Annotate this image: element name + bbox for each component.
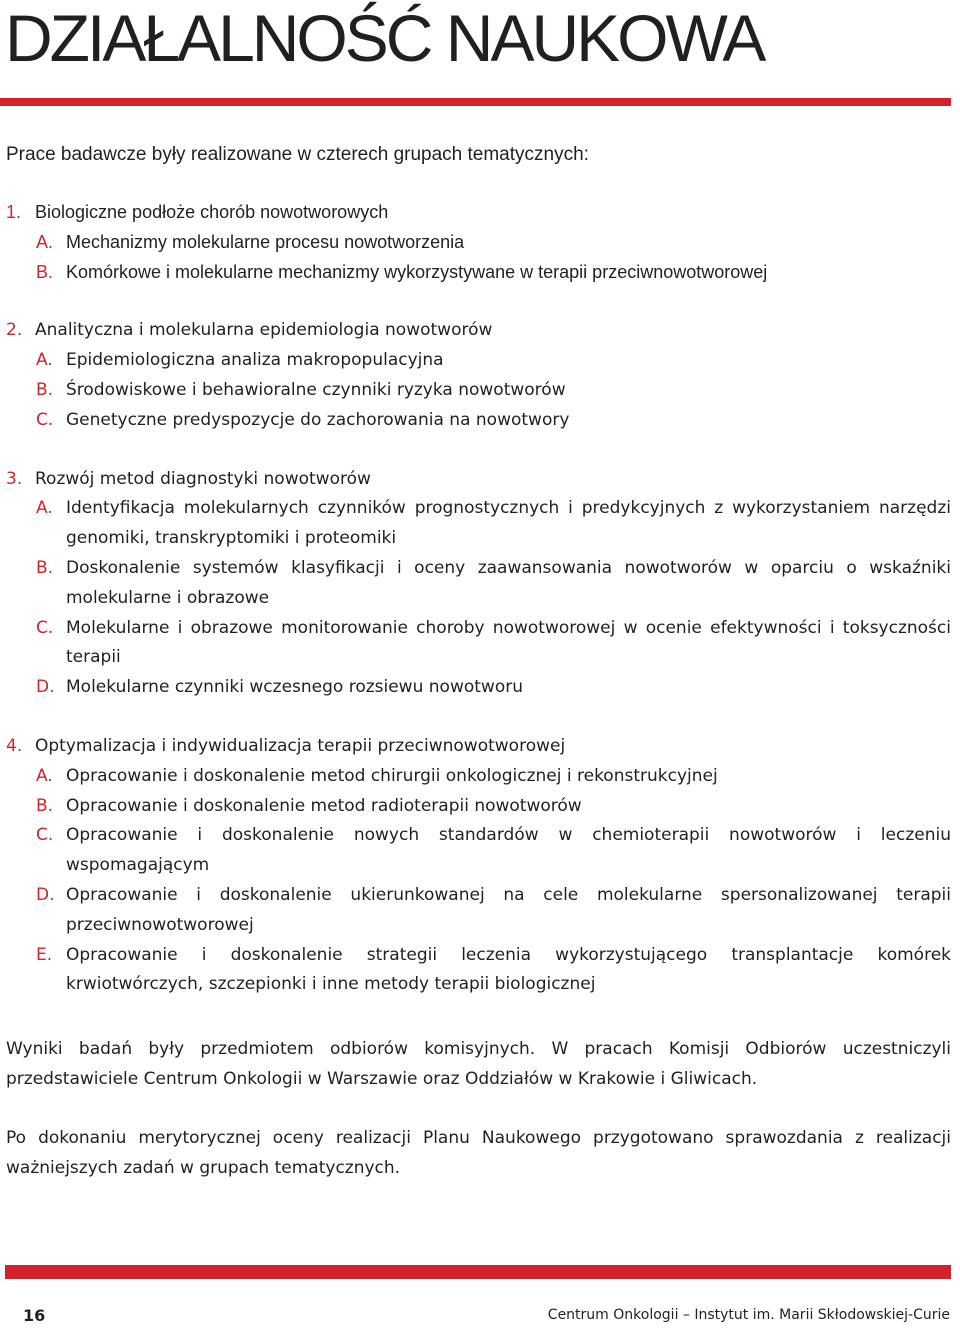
- item-letter: B.: [36, 261, 54, 282]
- results-paragraph: Wyniki badań były przedmiotem odbiorów komisyjnych. W pracach Komisji Odbiorów uczestniczyli przedstawiciele Centrum Onkologii w Warszawie oraz Oddziałów w Krakowie i Gliwicach.: [6, 1039, 951, 1089]
- reports-paragraph: Po dokonaniu merytorycznej oceny realizacji Planu Naukowego przygotowano sprawozdania z realizacji ważniejszych zadań w grupach tematycznych.: [6, 1128, 951, 1178]
- item-text: Opracowanie i doskonalenie metod chirurgii onkologicznej i rekonstrukcyjnej: [66, 765, 718, 786]
- page-title: DZIAŁALNOŚĆ NAUKOWA: [5, 1, 764, 75]
- list-item: [6, 881, 951, 941]
- item-letter: B.: [36, 795, 54, 816]
- group-number: 3.: [6, 468, 23, 489]
- item-text: Opracowanie i doskonalenie nowych standardów w chemioterapii nowotworów i leczeniu wspomagającym: [66, 825, 951, 876]
- list-item: [6, 228, 951, 258]
- item-letter: B.: [36, 557, 54, 578]
- group-heading-text: Optymalizacja i indywidualizacja terapii przeciwnowotworowej: [35, 735, 566, 756]
- group-heading: [6, 198, 951, 228]
- list-item: [6, 406, 951, 436]
- list-item: [6, 346, 951, 376]
- group-number: 4.: [6, 735, 23, 756]
- group-number: 1.: [6, 202, 22, 222]
- item-letter: D.: [36, 884, 55, 905]
- item-letter: A.: [36, 231, 54, 252]
- intro-text: Prace badawcze były realizowane w czterech grupach tematycznych:: [6, 144, 589, 165]
- item-text: Genetyczne predyspozycje do zachorowania na nowotwory: [66, 409, 570, 430]
- item-text: Opracowanie i doskonalenie metod radioterapii nowotworów: [66, 795, 582, 816]
- title-rule: [0, 98, 951, 106]
- group-heading: [6, 465, 951, 495]
- item-text: Molekularne i obrazowe monitorowanie choroby nowotworowej w ocenie efektywności i toksyczności terapii: [66, 617, 951, 668]
- item-text: Molekularne czynniki wczesnego rozsiewu nowotworu: [66, 677, 523, 698]
- item-text: Środowiskowe i behawioralne czynniki ryzyka nowotworów: [66, 379, 566, 400]
- item-letter: E.: [36, 944, 53, 965]
- item-text: Identyfikacja molekularnych czynników prognostycznych i predykcyjnych z wykorzystaniem narzędzi genomiki, transkryptomiki i proteomiki: [66, 498, 951, 549]
- item-letter: D.: [36, 677, 55, 698]
- page-number: 16: [23, 1306, 46, 1325]
- list-item: [6, 792, 951, 822]
- item-text: Doskonalenie systemów klasyfikacji i oceny zaawansowania nowotworów w oparciu o wskaźniki molekularne i obrazowe: [66, 557, 951, 608]
- item-letter: A.: [36, 498, 53, 519]
- group-heading: [6, 732, 951, 762]
- group-number: 2.: [6, 320, 23, 341]
- list-item: [6, 941, 951, 1001]
- item-text: Komórkowe i molekularne mechanizmy wykorzystywane w terapii przeciwnowotworowej: [66, 261, 768, 282]
- item-letter: A.: [36, 350, 53, 371]
- group-3: [6, 465, 951, 703]
- research-groups: [6, 198, 951, 1029]
- group-1: [6, 198, 951, 287]
- item-letter: B.: [36, 379, 54, 400]
- list-item: [6, 494, 951, 554]
- group-heading: [6, 316, 951, 346]
- group-heading-text: Rozwój metod diagnostyki nowotworów: [35, 468, 371, 489]
- group-heading-text: Biologiczne podłoże chorób nowotworowych: [35, 202, 389, 222]
- list-item: [6, 554, 951, 614]
- group-2: [6, 316, 951, 435]
- list-item: [6, 258, 951, 288]
- item-text: Mechanizmy molekularne procesu nowotworzenia: [66, 231, 465, 252]
- item-letter: C.: [36, 825, 54, 846]
- list-item: [6, 821, 951, 881]
- item-text: Epidemiologiczna analiza makropopulacyjna: [66, 350, 444, 371]
- item-letter: A.: [36, 765, 53, 786]
- list-item: [6, 762, 951, 792]
- group-heading-text: Analityczna i molekularna epidemiologia nowotworów: [35, 320, 493, 341]
- item-text: Opracowanie i doskonalenie strategii leczenia wykorzystującego transplantacje komórek krwiotwórczych, szczepionki i inne metody terapii biologicznej: [66, 944, 951, 995]
- item-letter: C.: [36, 409, 54, 430]
- list-item: [6, 673, 951, 703]
- item-letter: C.: [36, 617, 54, 638]
- list-item: [6, 614, 951, 674]
- group-4: [6, 732, 951, 1000]
- item-text: Opracowanie i doskonalenie ukierunkowanej na cele molekularne spersonalizowanej terapii przeciwnowotworowej: [66, 884, 951, 935]
- institution-name: Centrum Onkologii – Instytut im. Marii Skłodowskiej-Curie: [547, 1307, 950, 1323]
- footer-rule: [5, 1265, 951, 1279]
- list-item: [6, 376, 951, 406]
